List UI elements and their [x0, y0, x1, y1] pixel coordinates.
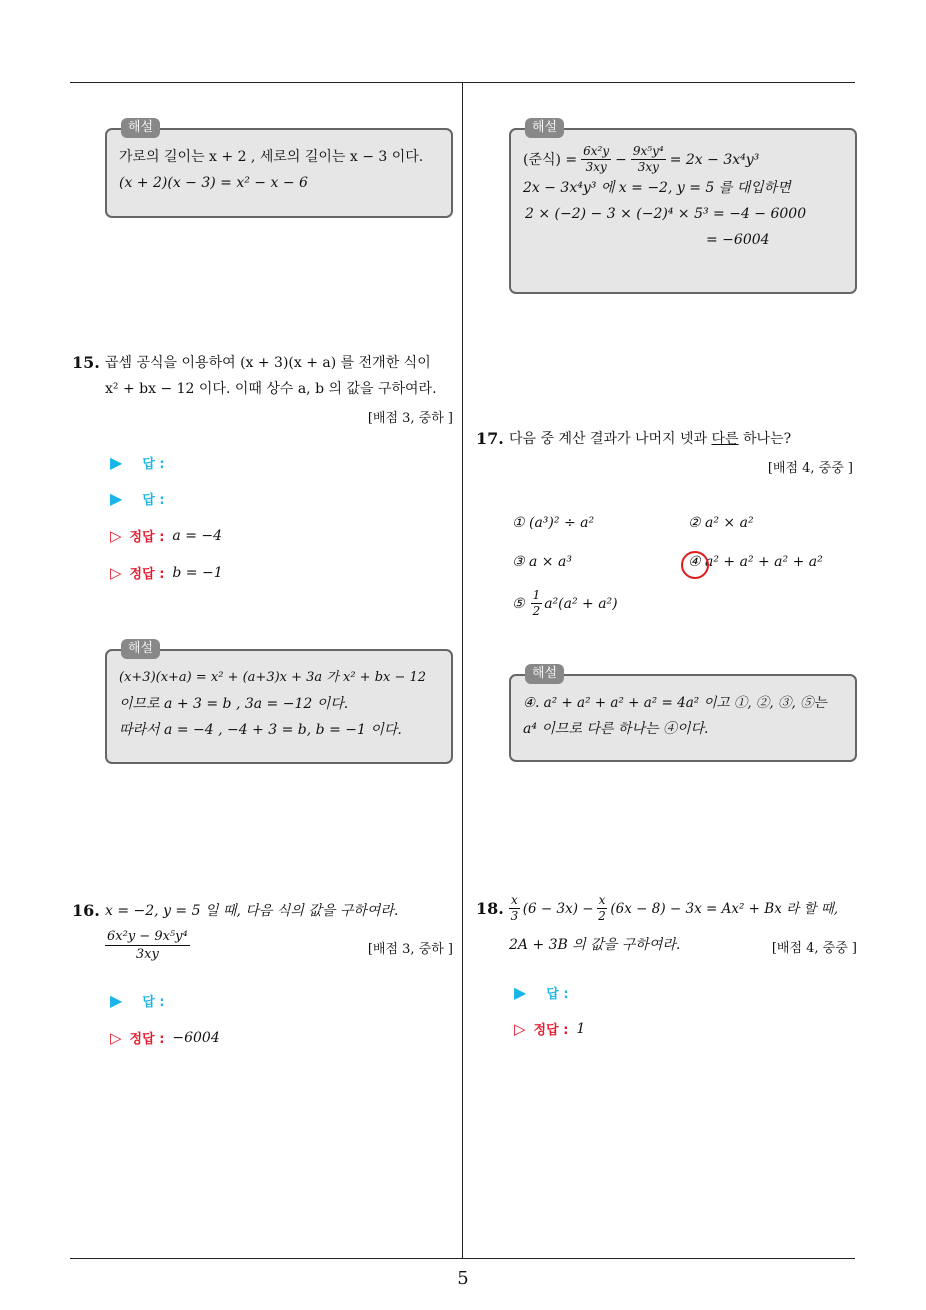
- fraction-denominator: 2: [532, 604, 541, 618]
- fraction-denominator: 3xy: [637, 160, 659, 174]
- correct-value: a = −4: [172, 527, 223, 544]
- question-number: 16.: [72, 901, 100, 920]
- option-marker: ⑤: [512, 595, 525, 612]
- question-number: 18.: [476, 899, 504, 918]
- solution-equation: [523, 144, 843, 175]
- question-text: [509, 893, 861, 924]
- option-4[interactable]: ④ a² + a² + a² + a²: [688, 554, 823, 570]
- fraction-numerator: 1: [532, 588, 541, 602]
- fraction-numerator: 9x⁵y⁴: [632, 144, 664, 158]
- selected-answer-circle: [681, 551, 709, 579]
- solution-line: 2 × (−2) − 3 × (−2)⁴ × 5³ = −4 − 6000: [525, 206, 807, 222]
- solution-tag: 해설: [525, 664, 564, 684]
- answer-label: 답 :: [142, 995, 165, 1010]
- play-icon: ▶: [110, 489, 123, 508]
- play-icon: ▶: [514, 983, 527, 1002]
- solution-tag: 해설: [525, 118, 564, 138]
- bottom-rule: [70, 1258, 855, 1259]
- triangle-outline-icon: ▷: [110, 1028, 122, 1047]
- solution-line: 따라서 a = −4 , −4 + 3 = b, b = −1 이다.: [119, 722, 402, 738]
- correct-value: b = −1: [172, 564, 223, 581]
- question-text: [509, 426, 859, 452]
- question-part: (6x − 8) − 3x = Ax² + Bx 라 할 때,: [610, 900, 839, 917]
- fraction: [105, 928, 190, 963]
- solution-line: ④. a² + a² + a² + a² = 4a² 이고 ①, ②, ③, ⑤는: [523, 695, 827, 711]
- solution-box-q15: [105, 641, 453, 764]
- option-expression: a²(a² + a²): [544, 595, 618, 612]
- solution-line: 가로의 길이는 x + 2 , 세로의 길이는 x − 3 이다.: [119, 149, 424, 165]
- correct-label: 정답 :: [129, 1032, 165, 1047]
- solution-tag: 해설: [121, 639, 160, 659]
- play-icon: ▶: [110, 453, 123, 472]
- fraction-numerator: x: [598, 893, 606, 907]
- option-5[interactable]: [512, 588, 618, 619]
- underlined-word: 다른: [711, 431, 739, 447]
- question-number: 15.: [72, 353, 100, 372]
- fraction: [531, 588, 543, 619]
- answer-row: [110, 453, 165, 472]
- play-icon: ▶: [110, 991, 123, 1010]
- question-expression: [105, 928, 190, 963]
- solution-line: = −6004: [706, 232, 770, 248]
- correct-answer-row: [514, 1019, 585, 1038]
- solution-box-q14: [105, 120, 453, 218]
- correct-label: 정답 :: [129, 567, 165, 582]
- option-1[interactable]: ① (a³)² ÷ a²: [512, 515, 595, 531]
- score-label: [배점 3, 중하 ]: [367, 411, 453, 426]
- correct-answer-row: [110, 526, 222, 545]
- question-line: 하나는?: [738, 431, 792, 447]
- question-part: (6 − 3x) −: [522, 900, 594, 917]
- solution-line: (x+3)(x+a) = x² + (a+3)x + 3a 가 x² + bx − 12: [119, 670, 427, 685]
- column-divider: [462, 83, 463, 1258]
- triangle-outline-icon: ▷: [514, 1019, 526, 1038]
- option-3[interactable]: ③ a × a³: [512, 554, 572, 570]
- fraction: [631, 144, 666, 175]
- option-2[interactable]: ② a² × a²: [688, 515, 754, 531]
- page-number: 5: [457, 1268, 469, 1289]
- solution-box-q16: [509, 120, 857, 294]
- fraction: [509, 893, 520, 924]
- question-number: 17.: [476, 429, 504, 448]
- correct-label: 정답 :: [129, 530, 165, 545]
- correct-answer-row: [110, 1028, 220, 1047]
- answer-label: 답 :: [142, 493, 165, 508]
- score-label: [배점 3, 중하 ]: [367, 942, 453, 957]
- minus-sign: −: [615, 151, 627, 168]
- question-line: 다음 중 계산 결과가 나머지 넷과: [509, 431, 712, 447]
- fraction-denominator: 3: [510, 909, 519, 923]
- fraction-numerator: 6x²y − 9x⁵y⁴: [107, 929, 188, 944]
- score-label: [배점 4, 중중 ]: [767, 461, 853, 476]
- answer-label: 답 :: [142, 457, 165, 472]
- solution-tag: 해설: [121, 118, 160, 138]
- fraction: [581, 144, 611, 175]
- correct-answer-row: [110, 563, 223, 582]
- answer-label: 답 :: [546, 987, 569, 1002]
- solution-box-q17: [509, 666, 857, 762]
- fraction-denominator: 3xy: [585, 160, 607, 174]
- fraction-numerator: 6x²y: [583, 144, 610, 158]
- fraction-numerator: x: [511, 893, 518, 907]
- correct-label: 정답 :: [533, 1023, 569, 1038]
- solution-lhs: (준식) =: [523, 151, 578, 168]
- solution-line: 2x − 3x⁴y³ 에 x = −2, y = 5 를 대입하면: [523, 180, 791, 196]
- triangle-outline-icon: ▷: [110, 526, 122, 545]
- question-line: 곱셈 공식을 이용하여 (x + 3)(x + a) 를 전개한 식이: [105, 355, 431, 371]
- solution-line: (x + 2)(x − 3) = x² − x − 6: [119, 175, 308, 191]
- solution-line: a⁴ 이므로 다른 하나는 ④이다.: [523, 721, 709, 737]
- solution-line: 이므로 a + 3 = b , 3a = −12 이다.: [119, 696, 349, 712]
- fraction-denominator: 2: [598, 909, 606, 923]
- answer-row: [514, 983, 569, 1002]
- correct-value: −6004: [172, 1029, 220, 1046]
- question-text: x = −2, y = 5 일 때, 다음 식의 값을 구하여라.: [105, 903, 399, 919]
- question-line: 2A + 3B 의 값을 구하여라.: [509, 937, 681, 953]
- answer-row: [110, 489, 165, 508]
- triangle-outline-icon: ▷: [110, 563, 122, 582]
- correct-value: 1: [576, 1020, 586, 1037]
- solution-rhs: = 2x − 3x⁴y³: [669, 151, 760, 168]
- score-label: [배점 4, 중중 ]: [771, 941, 857, 956]
- fraction-denominator: 3xy: [135, 947, 159, 962]
- fraction: [597, 893, 608, 924]
- question-text: [105, 350, 455, 402]
- answer-row: [110, 991, 165, 1010]
- question-line: x² + bx − 12 이다. 이때 상수 a, b 의 값을 구하여라.: [105, 381, 437, 397]
